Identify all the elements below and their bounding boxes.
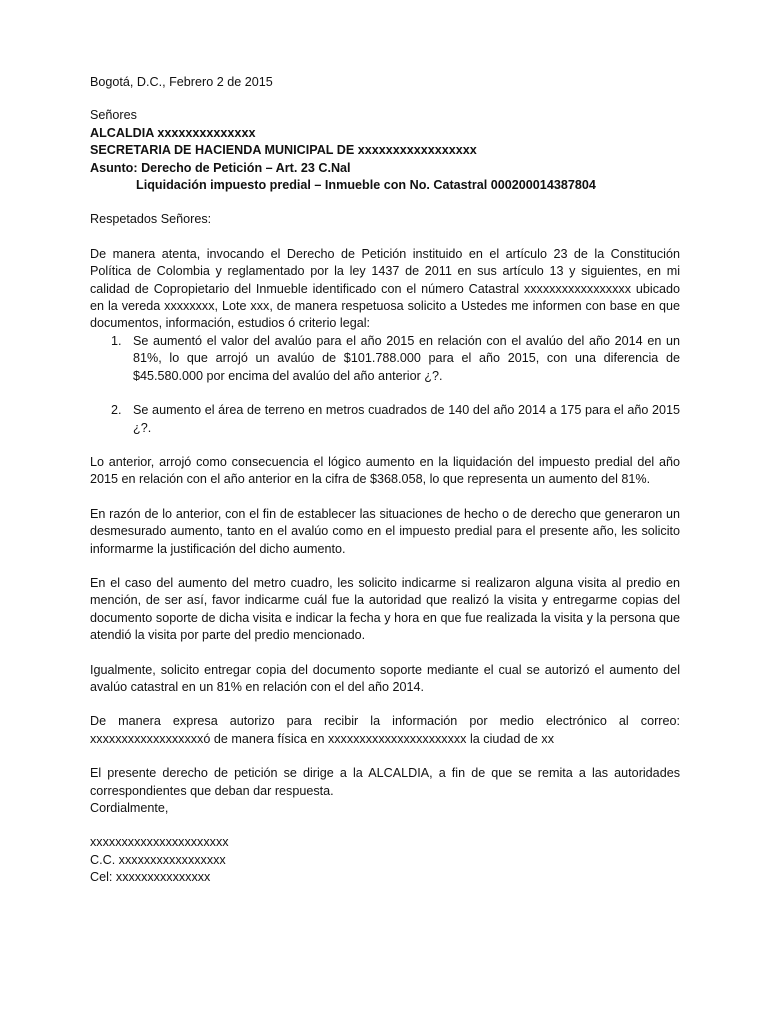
greeting: Respetados Señores:: [90, 212, 212, 227]
list-item: [90, 333, 680, 385]
addressee-line1: ALCALDIA xxxxxxxxxxxxxx: [90, 125, 256, 140]
asunto-subline: Liquidación impuesto predial – Inmueble con No. Catastral 000200014387804: [136, 178, 596, 193]
paragraph-authorization: De manera expresa autorizo para recibir la información por medio electrónico al correo: xxxxxxxxxxxxxxxxxxó de manera física en xxxxxxxxxxxxxxxxxxxxxx la ciudad de xx: [90, 714, 680, 746]
addressee-block: [90, 107, 680, 194]
signature-cel: Cel: xxxxxxxxxxxxxxx: [90, 870, 211, 885]
letter-document: [90, 74, 680, 887]
signature-cc: C.C. xxxxxxxxxxxxxxxxx: [90, 852, 226, 867]
asunto-line: Asunto: Derecho de Petición – Art. 23 C.Nal: [90, 160, 351, 175]
list-item-number: 2.: [111, 403, 122, 418]
request-list: [90, 333, 680, 437]
closing: Cordialmente,: [90, 801, 169, 815]
list-item-text: Se aumentó el valor del avalúo para el año 2015 en relación con el avalúo del año 2014 en un 81%, lo que arrojó un avalúo de $101.788.000 para el año 2015, con una diferencia de $45.580.000 por encima del avalúo del año anterior ¿?.: [133, 333, 680, 383]
list-item-number: 1.: [111, 333, 122, 348]
signature-name: xxxxxxxxxxxxxxxxxxxxxx: [90, 835, 229, 850]
paragraph-justification: En razón de lo anterior, con el fin de establecer las situaciones de hecho o de derecho que generaron un desmesurado aumento, tanto en el avalúo como en el impuesto predial para el presente año, les solicito informarme la justificación del dicho aumento.: [90, 506, 680, 556]
paragraph-visit: En el caso del aumento del metro cuadro, les solicito indicarme si realizaron alguna visita al predio en mención, de ser así, favor indicarme cuál fue la autoridad que realizó la visita y entregarme copias del documento soporte de dicha visita e indicar la fecha y hora en que fue realizada la visita y la persona que atendió la visita por parte del predio mencionado.: [90, 575, 680, 643]
paragraph-copy-request: Igualmente, solicito entregar copia del documento soporte mediante el cual se autorizó el aumento del avalúo catastral en un 81% en relación con el del año 2014.: [90, 662, 680, 694]
intro-paragraph: De manera atenta, invocando el Derecho de Petición instituido en el artículo 23 de la Constitución Política de Colombia y reglamentado por la ley 1437 de 2011 en sus artículo 13 y siguientes, en mi calidad de Copropietario del Inmueble identificado con el número Catastral xxxxxxxxxxxxxxxxx ubicado en la vereda xxxxxxxx, Lote xxx, de manera respetuosa solicito a Ustedes me informen con base en que documentos, información, estudios ó criterio legal:: [90, 246, 680, 331]
paragraph-consequence: Lo anterior, arrojó como consecuencia el lógico aumento en la liquidación del impuesto predial del año 2015 en relación con el año anterior en la cifra de $368.058, lo que representa un aumento del 81%.: [90, 454, 680, 487]
list-item: [90, 402, 680, 437]
signature-block: [90, 834, 680, 886]
date-line: Bogotá, D.C., Febrero 2 de 2015: [90, 75, 273, 89]
salutation: Señores: [90, 108, 137, 123]
addressee-line2: SECRETARIA DE HACIENDA MUNICIPAL DE xxxxxxxxxxxxxxxxx: [90, 143, 477, 158]
list-item-text: Se aumento el área de terreno en metros cuadrados de 140 del año 2014 a 175 para el año 2015 ¿?.: [133, 403, 680, 435]
paragraph-remit: El presente derecho de petición se dirige a la ALCALDIA, a fin de que se remita a las autoridades correspondientes que deban dar respuesta.: [90, 766, 680, 798]
